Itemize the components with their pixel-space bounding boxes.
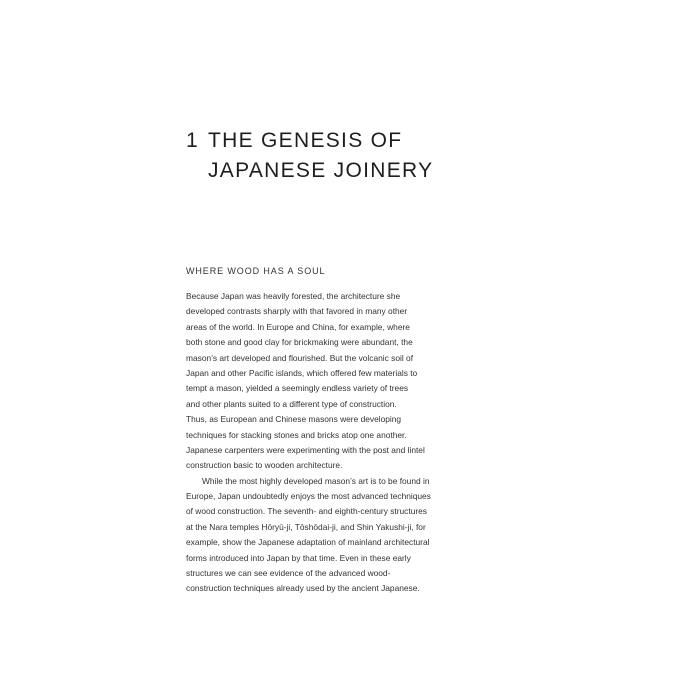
section-heading: WHERE WOOD HAS A SOUL [186,266,326,276]
body-text [186,289,456,597]
body-line: Because Japan was heavily forested, the architecture she [186,291,401,301]
body-line: construction basic to wooden architecture. [186,460,343,471]
chapter-number: 1 [186,129,199,153]
body-line-paragraph-start: While the most highly developed mason’s art is to be found in [202,475,430,486]
chapter-heading [186,126,486,186]
chapter-title-line-2: JAPANESE JOINERY [208,159,434,183]
body-line: and other plants suited to a different type of construction. [186,398,397,409]
body-line: Europe, Japan undoubtedly enjoys the most advanced techniques [186,491,431,502]
body-line: tempt a mason, yielded a seemingly endless variety of trees [186,383,409,394]
chapter-title-line-1 [186,126,486,156]
body-line: mason’s art developed and flourished. But the volcanic soil of [186,352,414,363]
body-line: techniques for stacking stones and bricks atop one another. [186,429,407,440]
body-line: at the Nara temples Hōryū-ji, Tōshōdai-ji, and Shin Yakushi-ji, for [186,521,426,532]
body-line: of wood construction. The seventh- and eighth-century structures [186,506,427,517]
body-line: structures we can see evidence of the advanced wood- [186,568,391,579]
body-line: example, show the Japanese adaptation of mainland architectural [186,537,430,548]
body-line: Thus, as European and Chinese masons were developing [186,414,402,425]
body-line: developed contrasts sharply with that favored in many other [186,306,408,317]
chapter-title-part-1: THE GENESIS OF [208,129,403,153]
body-line: Japan and other Pacific islands, which offered few materials to [186,367,418,378]
body-line: areas of the world. In Europe and China, for example, where [186,321,410,332]
body-line: both stone and good clay for brickmaking were abundant, the [186,337,413,348]
body-line: Japanese carpenters were experimenting with the post and lintel [186,444,425,455]
body-line: construction techniques already used by the ancient Japanese. [186,583,420,594]
body-line: forms introduced into Japan by that time. Even in these early [186,552,411,563]
